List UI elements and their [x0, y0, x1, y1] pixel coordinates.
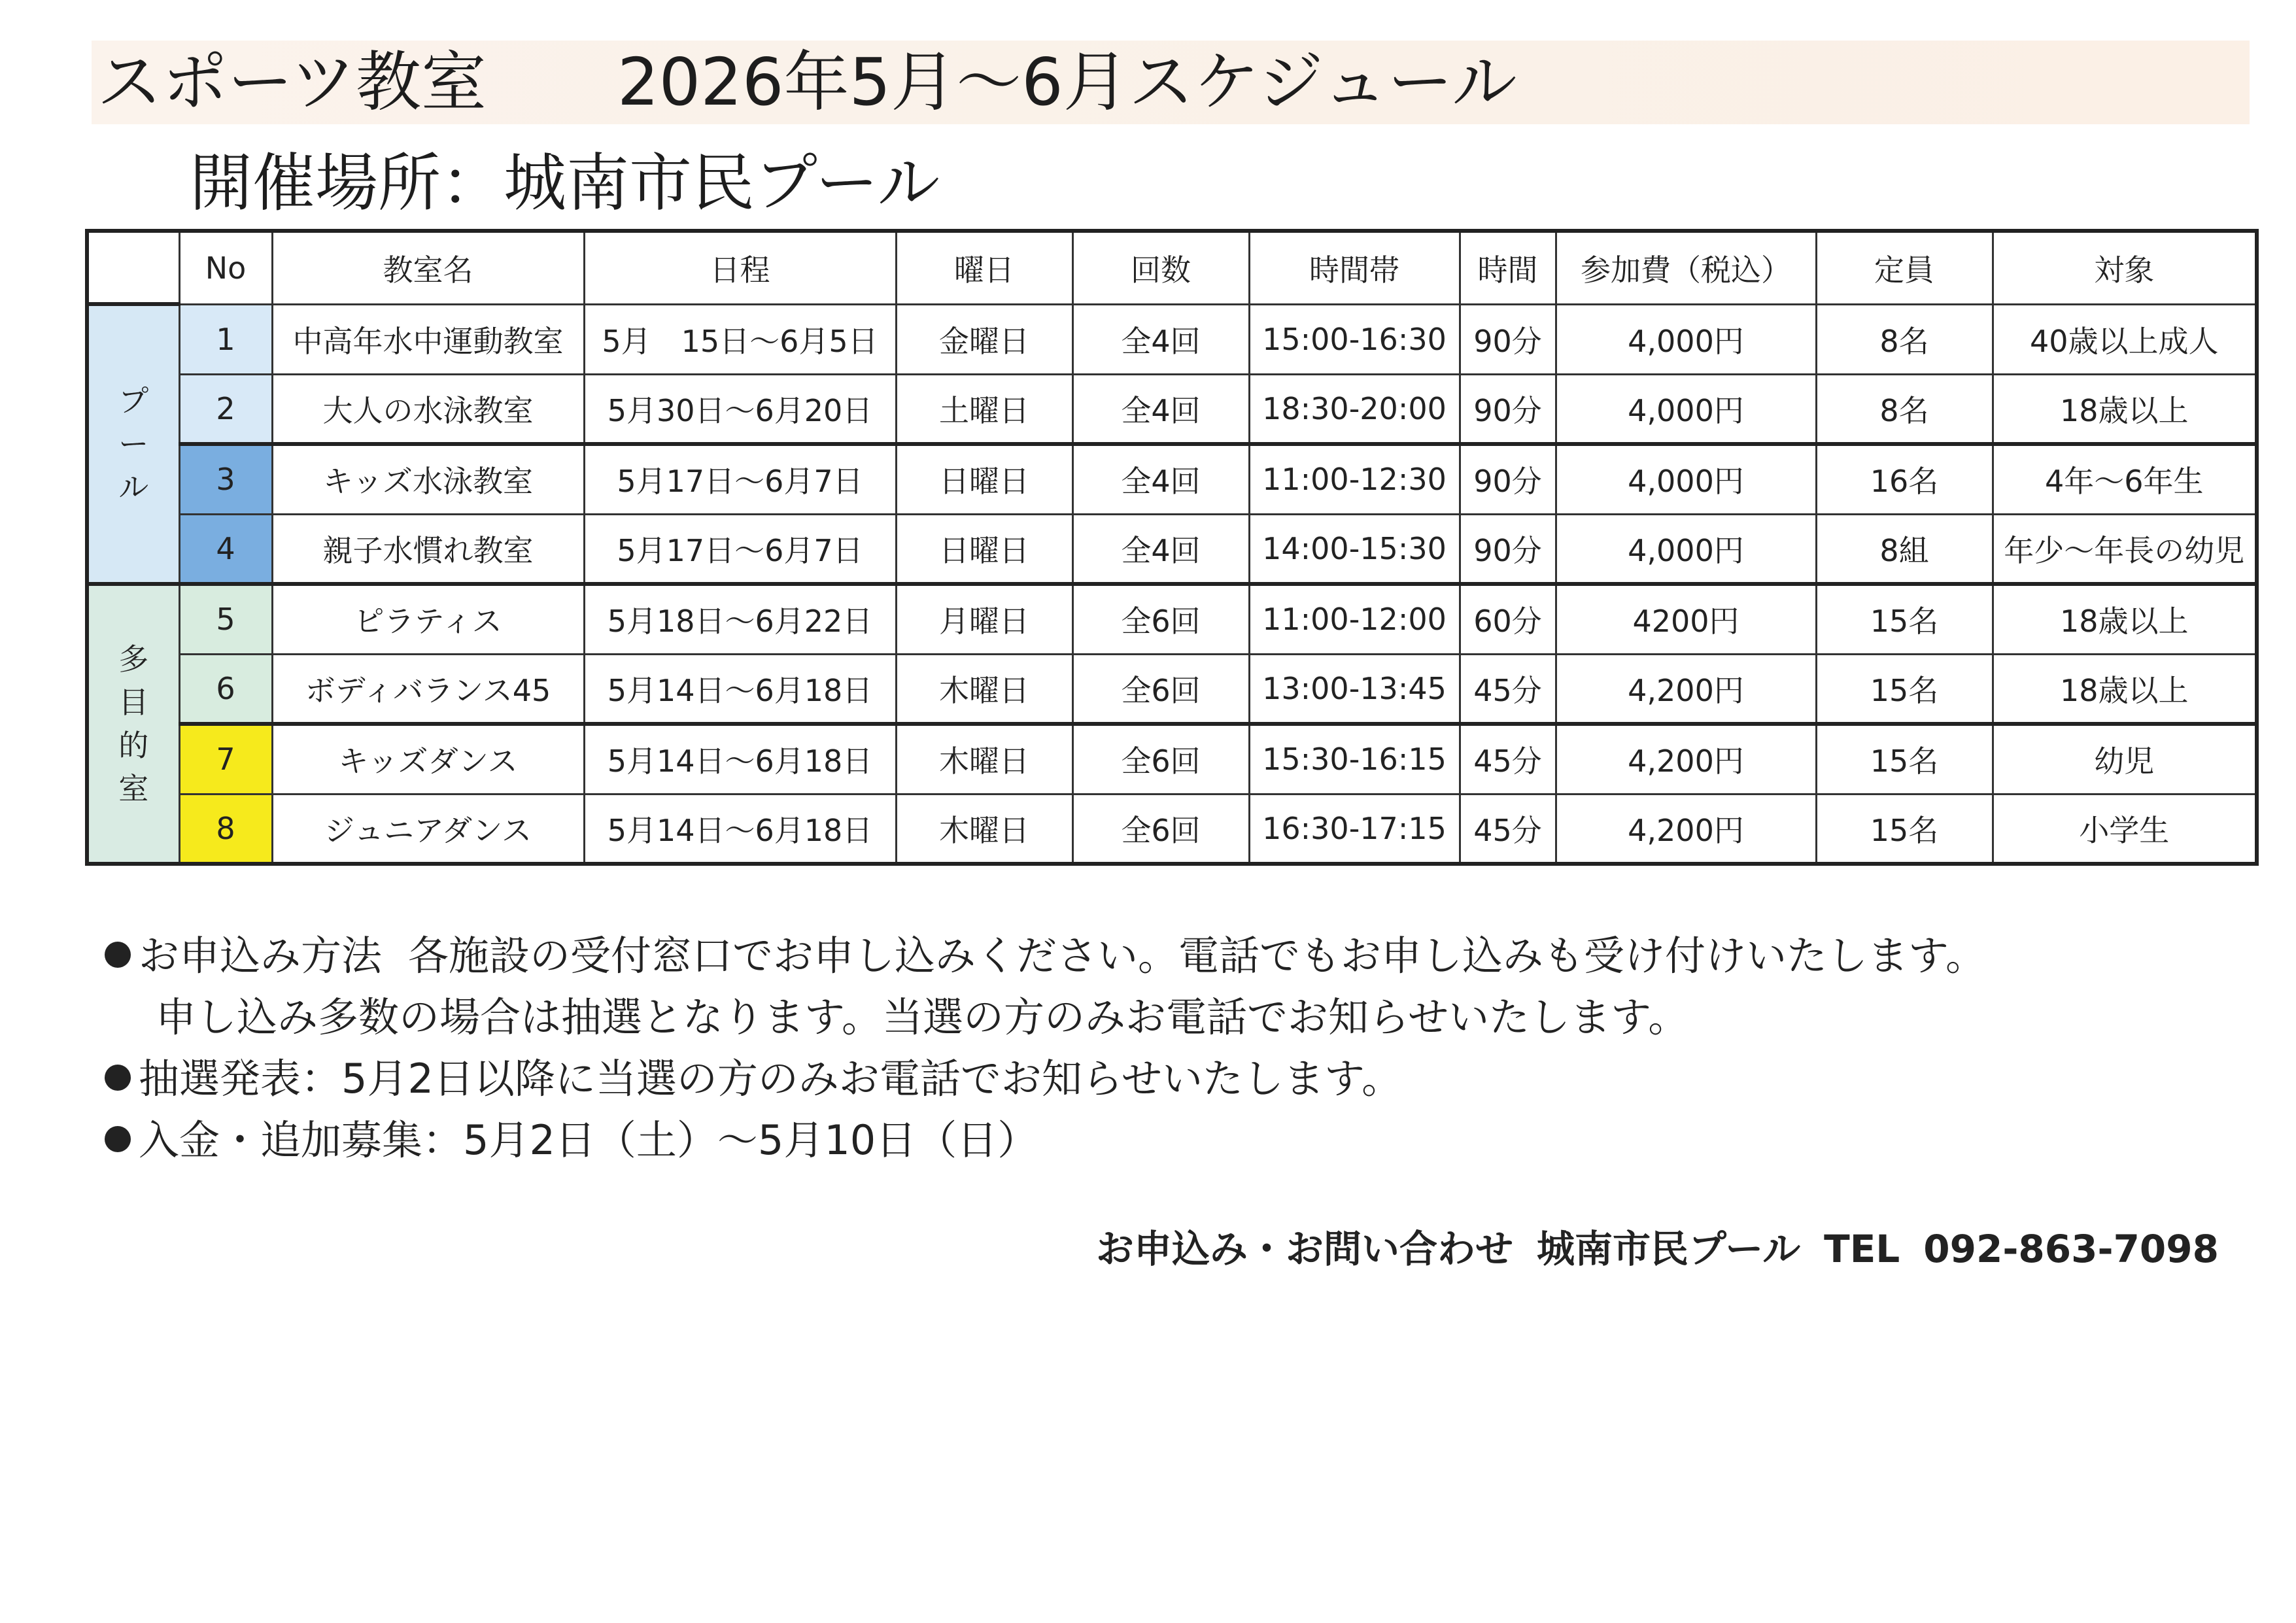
venue-heading: 開催場所：城南市民プール: [190, 146, 940, 220]
cell-class-name: 中高年水中運動教室: [272, 304, 584, 374]
cell-count: 全4回: [1072, 374, 1249, 444]
cell-class-name: 親子水慣れ教室: [272, 514, 584, 584]
cell-time-slot: 11:00-12:00: [1249, 584, 1460, 654]
cell-duration: 90分: [1460, 304, 1556, 374]
header-corner: [87, 231, 179, 304]
cell-weekday: 月曜日: [896, 584, 1072, 654]
group-label-char: 多: [118, 641, 149, 677]
cell-weekday: 木曜日: [896, 794, 1072, 864]
group-label-char: 室: [118, 771, 149, 806]
note-apply: [105, 925, 1986, 987]
note-lottery-text: 抽選発表：5月2日以降に当選の方のみお電話でお知らせいたします。: [139, 1055, 1403, 1102]
header-cell-name: 教室名: [272, 231, 584, 304]
cell-capacity: 16名: [1816, 444, 1993, 514]
cell-weekday: 木曜日: [896, 654, 1072, 724]
table-row: [87, 444, 2257, 514]
cell-no: 8: [179, 794, 272, 864]
cell-time-slot: 13:00-13:45: [1249, 654, 1460, 724]
table-header-row: [87, 231, 2257, 304]
contact-venue: 城南市民プール: [1537, 1227, 1801, 1271]
cell-dates: 5月18日～6月22日: [584, 584, 896, 654]
cell-time-slot: 15:30-16:15: [1249, 724, 1460, 794]
cell-dates: 5月17日～6月7日: [584, 514, 896, 584]
group-label-char: 的: [118, 728, 149, 763]
cell-time-slot: 16:30-17:15: [1249, 794, 1460, 864]
note-apply-text2: 申し込み多数の場合は抽選となります。当選の方のみお電話でお知らせいたします。: [156, 993, 1689, 1041]
table-row: [87, 304, 2257, 374]
cell-count: 全4回: [1072, 444, 1249, 514]
cell-fee: 4200円: [1556, 584, 1816, 654]
cell-class-name: ジュニアダンス: [272, 794, 584, 864]
cell-class-name: ボディバランス45: [272, 654, 584, 724]
cell-capacity: 8名: [1816, 304, 1993, 374]
cell-target: 18歳以上: [1993, 374, 2257, 444]
group-label-char: プ: [118, 383, 149, 419]
cell-target: 4年～6年生: [1993, 444, 2257, 514]
cell-capacity: 8名: [1816, 374, 1993, 444]
header-cell-no: No: [179, 231, 272, 304]
cell-weekday: 金曜日: [896, 304, 1072, 374]
cell-dates: 5月17日～6月7日: [584, 444, 896, 514]
cell-fee: 4,200円: [1556, 724, 1816, 794]
cell-count: 全6回: [1072, 584, 1249, 654]
header-cell-dates: 日程: [584, 231, 896, 304]
cell-class-name: キッズダンス: [272, 724, 584, 794]
cell-time-slot: 14:00-15:30: [1249, 514, 1460, 584]
table-row: [87, 794, 2257, 864]
table-row: [87, 654, 2257, 724]
cell-duration: 60分: [1460, 584, 1556, 654]
contact-tel-label: TEL: [1824, 1227, 1900, 1271]
note-apply-label: お申込み方法: [139, 932, 383, 980]
schedule-table: [85, 229, 2259, 866]
cell-count: 全6回: [1072, 794, 1249, 864]
header-cell-duration: 時間: [1460, 231, 1556, 304]
cell-no: 5: [179, 584, 272, 654]
table-row: [87, 584, 2257, 654]
bullet-icon: [105, 1126, 131, 1152]
cell-weekday: 日曜日: [896, 514, 1072, 584]
cell-no: 6: [179, 654, 272, 724]
cell-fee: 4,200円: [1556, 794, 1816, 864]
table-row: [87, 514, 2257, 584]
cell-class-name: 大人の水泳教室: [272, 374, 584, 444]
cell-fee: 4,000円: [1556, 444, 1816, 514]
header-cell-weekday: 曜日: [896, 231, 1072, 304]
cell-capacity: 15名: [1816, 794, 1993, 864]
cell-target: 年少～年長の幼児: [1993, 514, 2257, 584]
cell-fee: 4,000円: [1556, 304, 1816, 374]
cell-no: 2: [179, 374, 272, 444]
cell-dates: 5月14日～6月18日: [584, 794, 896, 864]
contact-label: お申込み・お問い合わせ: [1096, 1227, 1514, 1271]
cell-dates: 5月 15日～6月5日: [584, 304, 896, 374]
cell-class-name: ピラティス: [272, 584, 584, 654]
note-lottery: [105, 1048, 1986, 1110]
cell-time-slot: 11:00-12:30: [1249, 444, 1460, 514]
cell-dates: 5月14日～6月18日: [584, 724, 896, 794]
bullet-icon: [105, 1065, 131, 1091]
header-cell-capacity: 定員: [1816, 231, 1993, 304]
cell-capacity: 15名: [1816, 584, 1993, 654]
cell-no: 7: [179, 724, 272, 794]
cell-count: 全4回: [1072, 514, 1249, 584]
cell-duration: 45分: [1460, 654, 1556, 724]
group-label-pool: [87, 304, 179, 584]
title-right: 2026年5月～6月スケジュール: [617, 44, 1517, 120]
cell-target: 18歳以上: [1993, 654, 2257, 724]
cell-duration: 45分: [1460, 794, 1556, 864]
group-label-char: ー: [118, 426, 149, 462]
cell-duration: 90分: [1460, 514, 1556, 584]
cell-time-slot: 15:00-16:30: [1249, 304, 1460, 374]
cell-fee: 4,000円: [1556, 374, 1816, 444]
cell-fee: 4,000円: [1556, 514, 1816, 584]
cell-capacity: 15名: [1816, 654, 1993, 724]
note-payment-text: 入金・追加募集：5月2日（土）～5月10日（日）: [139, 1116, 1038, 1164]
note-apply-text: 各施設の受付窓口でお申し込みください。電話でもお申し込みも受け付けいたします。: [408, 932, 1987, 980]
cell-count: 全6回: [1072, 654, 1249, 724]
cell-count: 全4回: [1072, 304, 1249, 374]
header-cell-time: 時間帯: [1249, 231, 1460, 304]
page-title: [97, 43, 1517, 122]
group-label-char: ル: [118, 470, 149, 505]
bullet-icon: [105, 942, 131, 968]
cell-duration: 45分: [1460, 724, 1556, 794]
cell-weekday: 木曜日: [896, 724, 1072, 794]
cell-target: 幼児: [1993, 724, 2257, 794]
cell-count: 全6回: [1072, 724, 1249, 794]
cell-duration: 90分: [1460, 444, 1556, 514]
header-cell-target: 対象: [1993, 231, 2257, 304]
cell-target: 40歳以上成人: [1993, 304, 2257, 374]
notes: [105, 925, 1986, 1171]
contact-info: [1096, 1223, 2219, 1275]
header-cell-fee: 参加費（税込）: [1556, 231, 1816, 304]
group-label-room: [87, 584, 179, 864]
cell-dates: 5月30日～6月20日: [584, 374, 896, 444]
cell-capacity: 8組: [1816, 514, 1993, 584]
cell-target: 18歳以上: [1993, 584, 2257, 654]
cell-class-name: キッズ水泳教室: [272, 444, 584, 514]
group-label-char: 目: [118, 685, 149, 720]
title-left: スポーツ教室: [97, 44, 487, 120]
cell-capacity: 15名: [1816, 724, 1993, 794]
cell-fee: 4,200円: [1556, 654, 1816, 724]
note-payment: [105, 1110, 1986, 1171]
cell-time-slot: 18:30-20:00: [1249, 374, 1460, 444]
header-cell-count: 回数: [1072, 231, 1249, 304]
contact-tel[interactable]: 092-863-7098: [1923, 1227, 2219, 1271]
cell-duration: 90分: [1460, 374, 1556, 444]
cell-dates: 5月14日～6月18日: [584, 654, 896, 724]
table-row: [87, 374, 2257, 444]
cell-target: 小学生: [1993, 794, 2257, 864]
table-row: [87, 724, 2257, 794]
cell-no: 3: [179, 444, 272, 514]
cell-no: 4: [179, 514, 272, 584]
cell-no: 1: [179, 304, 272, 374]
cell-weekday: 土曜日: [896, 374, 1072, 444]
cell-weekday: 日曜日: [896, 444, 1072, 514]
